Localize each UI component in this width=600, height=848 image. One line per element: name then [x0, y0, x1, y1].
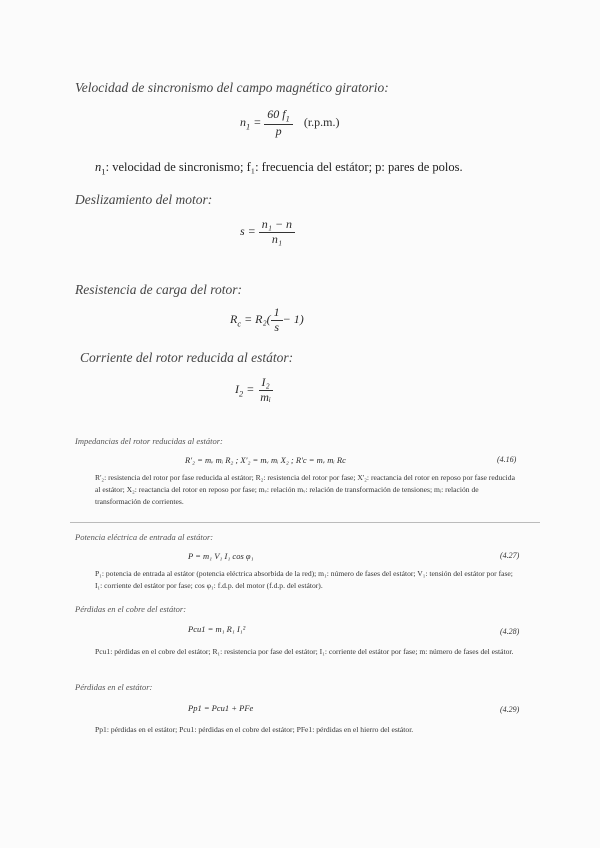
eq1-unit: (r.p.m.): [303, 115, 340, 130]
equation-load-resistance: $R_c = R_2$( $\frac{1}{s}$ − 1): [230, 305, 304, 334]
divider: [70, 522, 540, 523]
eq2-fraction: $\frac{\text{n₁ − n}}{\text{n₁}}$: [259, 218, 295, 247]
equation-number-4-28: (4.28): [500, 627, 520, 636]
equation-stator-losses: Pp1 = Pcu1 + PFe: [188, 703, 254, 713]
equation-slip: s = $\frac{\text{n₁ − n}}{\text{n₁}}$: [240, 218, 295, 247]
section-title-sync-speed: Velocidad de sincronismo del campo magnético giratorio:: [75, 80, 389, 95]
eq1-fraction: $\frac{60 f_1}{p}$: [264, 108, 293, 139]
equation-rotor-current: $I_2$ = $\frac{\text{I₂}}{\text{mᵢ}}$: [235, 375, 271, 404]
section-title-load-resistance: Resistencia de carga del rotor:: [75, 282, 242, 297]
eq5-description: R'₂: resistencia del rotor por fase reducida al estátor; R₂: resistencia del rotor por fase; X'₂: reactancia del rotor en reposo por fase reducida al estátor; X₂: reactancia del rotor en reposo por fase; mᵥ: relación mᵥ: relación de transformación de tensiones; mᵢ: relación de transformación de corrientes.: [95, 473, 515, 506]
equation-sync-speed: $n_1$ = $\frac{60 f_1}{p}$ (r.p.m.): [240, 107, 340, 139]
eq8-description: Pp1: pérdidas en el estátor; Pcu1: pérdidas en el cobre del estátor; PFe1: pérdidas en el hierro del estátor.: [95, 725, 414, 734]
equation-copper-losses: Pcu1 = m₁ R₁ I₁²: [188, 624, 246, 634]
eq6-description: P₁: potencia de entrada al estátor (potencia eléctrica absorbida de la red); m₁: número de fases del estátor; V₁: tensión del estátor por fase; I₁: corriente del estátor por fase; cos φ₁: f.d.p. del motor (f.d.p. del estátor).: [95, 569, 513, 590]
eq1-description: $n_1$: velocidad de sincronismo; f₁: frecuencia del estátor; p: pares de polos.: [95, 160, 463, 177]
section-title-rotor-impedances: Impedancias del rotor reducidas al estátor:: [75, 436, 223, 446]
section-title-input-power: Potencia eléctrica de entrada al estátor:: [75, 532, 214, 542]
equation-number-4-29: (4.29): [500, 705, 520, 714]
equation-input-power: P = m₁ V₁ I₁ cos φ₁: [188, 551, 254, 561]
equation-number-4-16: (4.16): [497, 455, 517, 464]
equation-rotor-impedances: R'₂ = mᵥ mᵢ R₂ ; X'₂ = mᵥ mᵢ X₂ ; R'c = mᵥ mᵢ Rc: [185, 455, 346, 465]
section-title-stator-losses: Pérdidas en el estátor:: [75, 682, 153, 692]
section-title-copper-losses: Pérdidas en el cobre del estátor:: [75, 604, 187, 614]
eq1-lhs: n: [240, 115, 246, 130]
section-title-slip: Deslizamiento del motor:: [75, 192, 213, 207]
equation-number-4-27: (4.27): [500, 551, 520, 560]
eq7-description: Pcu1: pérdidas en el cobre del estátor; R₁: resistencia por fase del estátor; I₁: corriente del estátor por fase; m: número de fases del estátor.: [95, 647, 514, 656]
section-title-rotor-current: Corriente del rotor reducida al estátor:: [80, 350, 294, 365]
